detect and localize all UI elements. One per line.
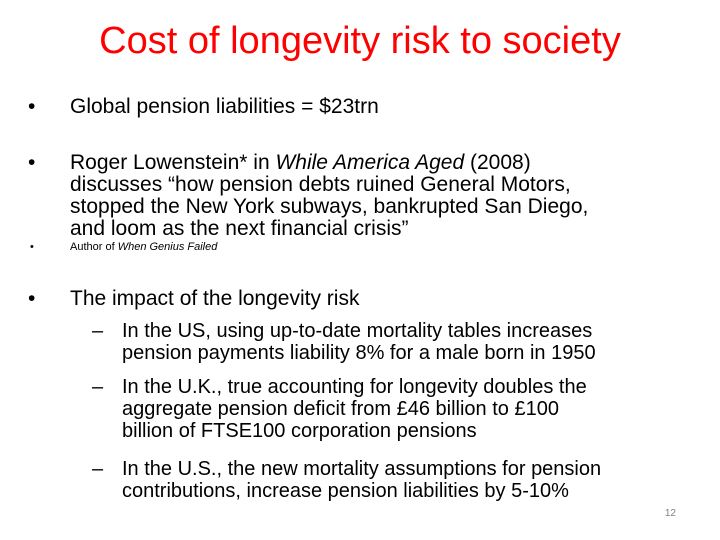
dash-icon: –: [92, 458, 104, 480]
bullet-line: stopped the New York subways, bankrupted San Diego,: [70, 195, 589, 218]
slide-title: Cost of longevity risk to society: [99, 20, 621, 62]
bullet-icon: •: [28, 287, 36, 310]
text-span: (2008): [464, 151, 531, 174]
sub-bullet-text: [122, 320, 596, 364]
sub-bullet-line: In the U.S., the new mortality assumptions for pension: [122, 458, 602, 480]
sub-bullet-line: pension payments liability 8% for a male born in 1950: [122, 342, 596, 364]
bullet-text: [70, 152, 588, 240]
bullet-icon: •: [30, 241, 34, 253]
dash-icon: –: [92, 320, 104, 342]
bullet-line: and loom as the next financial crisis”: [70, 217, 409, 240]
sub-bullet-line: In the US, using up-to-date mortality tables increases: [122, 320, 593, 342]
footnote-text: [70, 240, 217, 254]
bullet-icon: •: [28, 151, 36, 174]
bullet-text: Global pension liabilities = $23trn: [70, 95, 379, 118]
sub-bullet-line: aggregate pension deficit from £46 billion to £100: [122, 398, 559, 420]
sub-bullet-line: billion of FTSE100 corporation pensions: [122, 420, 477, 442]
sub-bullet-line: contributions, increase pension liabilities by 5-10%: [122, 480, 569, 502]
sub-bullet-text: [122, 376, 587, 442]
bullet-line: discusses “how pension debts ruined General Motors,: [70, 173, 571, 196]
text-span: Author of: [70, 241, 118, 253]
page-number: 12: [664, 508, 676, 519]
sub-bullet-text: [122, 458, 601, 502]
bullet-line: [70, 152, 588, 174]
text-span: Roger Lowenstein* in: [70, 151, 276, 174]
bullet-text: The impact of the longevity risk: [70, 287, 360, 310]
bullet-icon: •: [28, 95, 36, 118]
book-title: When Genius Failed: [117, 241, 218, 253]
sub-bullet-line: In the U.K., true accounting for longevity doubles the: [122, 376, 587, 398]
dash-icon: –: [92, 376, 104, 398]
book-title: While America Aged: [275, 151, 465, 174]
